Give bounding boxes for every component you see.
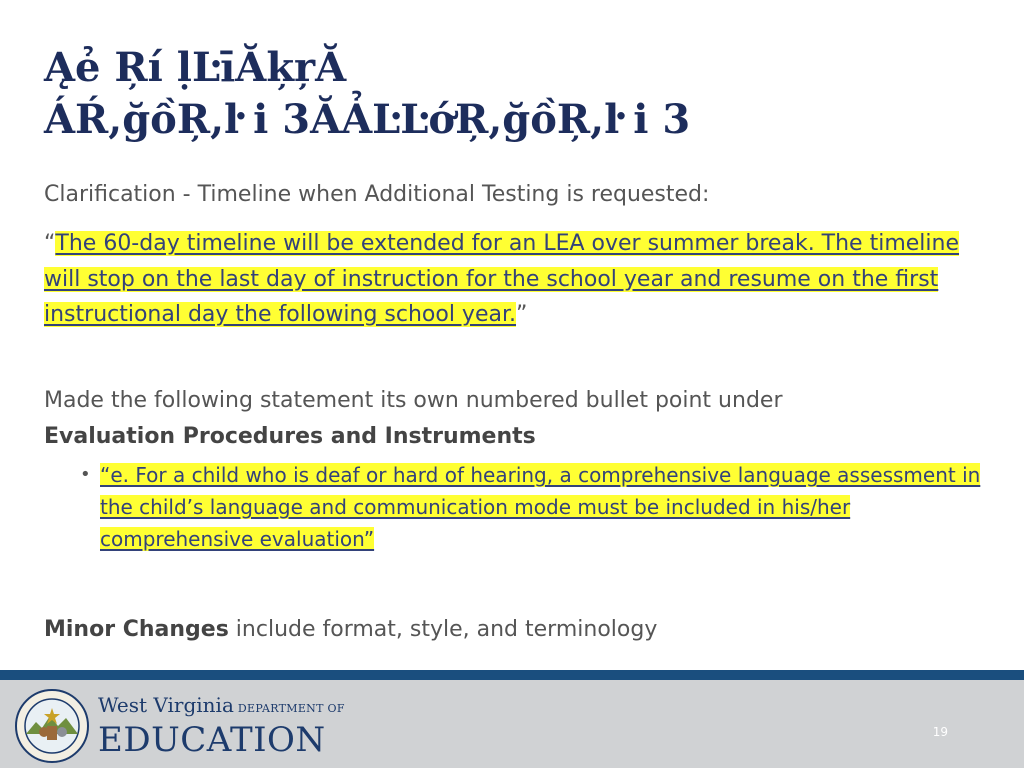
- minor-changes-text: include format, style, and terminology: [228, 617, 658, 642]
- slide-title-line-1: Ąẻ Ŗí ḷĿīĂķŗĂ: [44, 44, 347, 91]
- highlighted-timeline-text: The 60-day timeline will be extended for an LEA over summer break. The timeline will stop on the last day of instruction for the school year and resume on the first instructional day the following school year.: [44, 231, 959, 327]
- quote-open-mark: “: [44, 231, 56, 256]
- brand-top-line: [98, 692, 345, 722]
- minor-changes: [44, 614, 657, 646]
- minor-changes-label: Minor Changes: [44, 617, 229, 642]
- evaluation-procedures-heading: Evaluation Procedures and Instruments: [44, 424, 536, 449]
- footer-divider: [0, 670, 1024, 680]
- bullet-item: [80, 459, 985, 555]
- quote-close-mark: ”: [516, 302, 528, 327]
- page-number: 19: [932, 725, 948, 739]
- timeline-quote: [44, 226, 974, 333]
- footer: [0, 680, 1024, 768]
- slide-title: [44, 42, 964, 146]
- state-seal-icon: [14, 688, 90, 764]
- wv-education-logo: [98, 692, 345, 758]
- brand-education: EDUCATION: [98, 720, 326, 760]
- brand-name: West Virginia: [98, 693, 234, 717]
- clarification-text: Clarification - Timeline when Additional Testing is requested:: [44, 182, 710, 207]
- bullet-text: [100, 459, 985, 555]
- bullet-icon: •: [80, 464, 91, 485]
- slide-title-line-2: ÁŔ,ğồŖ,ŀ i 3ĂẢĿĿớŖ,ğồŖ,ŀ i 3: [44, 96, 691, 143]
- made-statement: [44, 383, 974, 455]
- made-statement-text: Made the following statement its own numbered bullet point under: [44, 388, 783, 413]
- brand-department: DEPARTMENT OF: [237, 702, 345, 715]
- highlighted-bullet-text: “e. For a child who is deaf or hard of hearing, a comprehensive language assessment in the child’s language and communication mode must be included in his/her comprehensive evaluation”: [100, 463, 981, 551]
